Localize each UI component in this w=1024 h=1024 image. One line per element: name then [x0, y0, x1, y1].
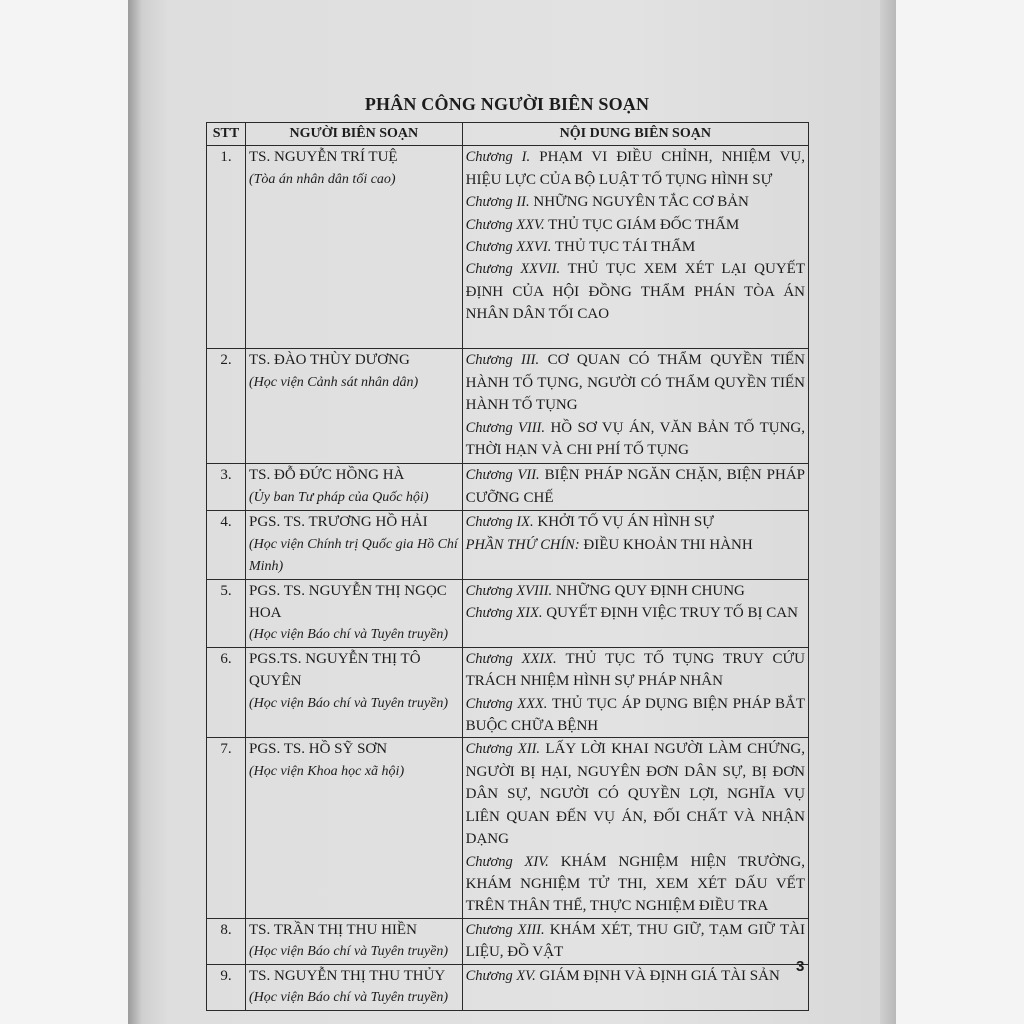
author-cell — [245, 738, 462, 918]
header-content: NỘI DUNG BIÊN SOẠN — [462, 123, 808, 146]
chapter-title: NHỮNG QUY ĐỊNH CHUNG — [555, 582, 745, 599]
content-cell — [462, 511, 808, 579]
chapter-label: Chương XXIX. — [465, 650, 557, 667]
chapter-label: Chương XXVII. — [465, 261, 561, 278]
author-cell — [245, 349, 462, 464]
row-stt: 1. — [207, 146, 246, 349]
chapter-label: Chương XIX. — [465, 605, 543, 622]
author-affiliation: (Học viện Báo chí và Tuyên truyền) — [248, 695, 449, 711]
header-stt: STT — [207, 123, 246, 146]
chapter-title: THỦ TỤC ÁP DỤNG BIỆN PHÁP BẮT BUỘC CHỮA BỆNH — [465, 695, 806, 735]
header-author: NGƯỜI BIÊN SOẠN — [245, 123, 462, 146]
author-name: PGS. TS. TRƯƠNG HỒ HẢI — [248, 514, 428, 531]
chapter-entry — [466, 511, 805, 533]
chapter-label: Chương II. — [465, 194, 530, 211]
chapter-entry — [466, 580, 805, 602]
table-row — [207, 349, 809, 464]
table-row — [207, 464, 809, 511]
chapter-entry — [466, 648, 805, 693]
chapter-label: Chương XXV. — [465, 216, 545, 233]
content-cell — [462, 146, 808, 349]
row-stt: 7. — [207, 738, 246, 918]
chapter-title: THỦ TỤC XEM XÉT LẠI QUYẾT ĐỊNH CỦA HỘI ĐỒNG THẨM PHÁN TÒA ÁN NHÂN DÂN TỐI CAO — [465, 261, 805, 323]
author-name: TS. TRẦN THỊ THU HIỀN — [248, 921, 417, 938]
chapter-label: Chương XXVI. — [465, 239, 552, 256]
table-row — [207, 964, 809, 1010]
chapter-title: THỦ TỤC TÁI THẨM — [554, 239, 696, 256]
author-name: TS. NGUYỄN TRÍ TUỆ — [248, 149, 398, 166]
chapter-entry — [466, 146, 805, 191]
table-row — [207, 738, 809, 918]
table-row — [207, 146, 809, 349]
chapter-entry — [466, 191, 805, 213]
author-cell — [245, 511, 462, 579]
table-row — [207, 579, 809, 647]
chapter-label: Chương XIII. — [465, 921, 545, 938]
chapter-entry — [466, 602, 805, 624]
chapter-title: THỦ TỤC GIÁM ĐỐC THẨM — [548, 216, 740, 233]
content-cell — [462, 349, 808, 464]
chapter-title: ĐIỀU KHOẢN THI HÀNH — [583, 536, 753, 553]
chapter-title: THỦ TỤC TỐ TỤNG TRUY CỨU TRÁCH NHIỆM HÌNH SỰ PHÁP NHÂN — [465, 650, 806, 690]
author-name: TS. NGUYỄN THỊ THU THỦY — [248, 967, 446, 984]
row-stt: 3. — [207, 464, 246, 511]
authors-table — [206, 122, 809, 1011]
content-cell — [462, 918, 808, 964]
author-affiliation: (Học viện Chính trị Quốc gia Hồ Chí Minh) — [248, 536, 458, 575]
chapter-title: HỒ SƠ VỤ ÁN, VĂN BẢN TỐ TỤNG, THỜI HẠN VÀ CHI PHÍ TỐ TỤNG — [465, 419, 805, 459]
row-stt: 4. — [207, 511, 246, 579]
content-cell — [462, 964, 808, 1010]
chapter-title: LẤY LỜI KHAI NGƯỜI LÀM CHỨNG, NGƯỜI BỊ HẠI, NGUYÊN ĐƠN DÂN SỰ, BỊ ĐƠN DÂN SỰ, NGƯỜI CÓ QUYỀN LỢI, NGHĨA VỤ LIÊN QUAN ĐẾN VỤ ÁN, ĐỐI CHẤT VÀ NHẬN DẠNG — [465, 741, 806, 848]
chapter-title: KHÁM XÉT, THU GIỮ, TẠM GIỮ TÀI LIỆU, ĐỒ VẬT — [465, 921, 805, 961]
content-cell — [462, 738, 808, 918]
row-stt: 2. — [207, 349, 246, 464]
chapter-title: NHỮNG NGUYÊN TẮC CƠ BẢN — [533, 194, 749, 211]
page-title: PHÂN CÔNG NGƯỜI BIÊN SOẠN — [364, 94, 650, 114]
author-affiliation: (Học viện Cảnh sát nhân dân) — [248, 374, 419, 390]
author-affiliation: (Học viện Báo chí và Tuyên truyền) — [248, 944, 449, 960]
row-stt: 6. — [207, 647, 246, 738]
chapter-entry — [466, 214, 805, 236]
chapter-entry — [466, 534, 805, 556]
author-name: PGS. TS. NGUYỄN THỊ NGỌC HOA — [248, 582, 447, 622]
chapter-label: Chương XXX. — [465, 695, 548, 712]
author-affiliation: (Ủy ban Tư pháp của Quốc hội) — [248, 489, 429, 505]
row-stt: 5. — [207, 579, 246, 647]
content-cell — [462, 579, 808, 647]
author-affiliation: (Học viện Báo chí và Tuyên truyền) — [248, 627, 449, 643]
author-cell — [245, 579, 462, 647]
chapter-entry — [466, 693, 805, 738]
row-stt: 8. — [207, 918, 246, 964]
chapter-label: Chương VII. — [465, 467, 540, 484]
author-cell — [245, 146, 462, 349]
author-name: TS. ĐÀO THÙY DƯƠNG — [248, 352, 410, 369]
chapter-label: Chương IX. — [465, 514, 534, 531]
row-stt: 9. — [207, 964, 246, 1010]
chapter-entry — [466, 851, 805, 918]
chapter-title: BIỆN PHÁP NGĂN CHẶN, BIỆN PHÁP CƯỠNG CHẾ — [465, 467, 805, 506]
chapter-entry — [466, 349, 805, 416]
chapter-label: Chương I. — [465, 149, 531, 166]
chapter-title: PHẠM VI ĐIỀU CHỈNH, NHIỆM VỤ, HIỆU LỰC CỦA BỘ LUẬT TỐ TỤNG HÌNH SỰ — [465, 149, 806, 188]
page-number: 3 — [796, 958, 805, 975]
chapter-label: Chương VIII. — [465, 419, 545, 436]
chapter-label: Chương XVIII. — [465, 582, 553, 599]
table-header — [207, 123, 809, 146]
table-row — [207, 918, 809, 964]
author-name: PGS. TS. HỒ SỸ SƠN — [248, 741, 388, 758]
chapter-title: KHỞI TỐ VỤ ÁN HÌNH SỰ — [537, 514, 714, 531]
chapter-entry — [466, 236, 805, 258]
chapter-title: GIÁM ĐỊNH VÀ ĐỊNH GIÁ TÀI SẢN — [539, 967, 780, 984]
chapter-label: Chương III. — [465, 352, 540, 369]
chapter-entry — [466, 464, 805, 509]
chapter-label: Chương XII. — [465, 741, 541, 758]
author-cell — [245, 464, 462, 511]
table-row — [207, 511, 809, 579]
chapter-entry — [466, 417, 805, 462]
chapter-entry — [466, 738, 805, 850]
author-name: PGS.TS. NGUYỄN THỊ TÔ QUYÊN — [248, 650, 421, 690]
chapter-entry — [466, 919, 805, 964]
chapter-title: KHÁM NGHIỆM HIỆN TRƯỜNG, KHÁM NGHIỆM TỬ THI, XEM XÉT DẤU VẾT TRÊN THÂN THỂ, THỰC NGHIỆM ĐIỀU TRA — [465, 853, 805, 915]
author-affiliation: (Học viện Khoa học xã hội) — [248, 763, 405, 779]
chapter-entry — [466, 258, 805, 325]
chapter-title: CƠ QUAN CÓ THẨM QUYỀN TIẾN HÀNH TỐ TỤNG, NGƯỜI CÓ THẨM QUYỀN TIẾN HÀNH TỐ TỤNG — [465, 352, 806, 414]
chapter-title: QUYẾT ĐỊNH VIỆC TRUY TỐ BỊ CAN — [546, 605, 798, 622]
content-cell — [462, 464, 808, 511]
chapter-entry — [466, 965, 805, 987]
chapter-label: PHẦN THỨ CHÍN: — [465, 536, 580, 553]
author-cell — [245, 964, 462, 1010]
author-affiliation: (Tòa án nhân dân tối cao) — [248, 171, 396, 187]
author-name: TS. ĐỖ ĐỨC HỒNG HÀ — [248, 467, 405, 484]
table-row — [207, 647, 809, 738]
author-cell — [245, 647, 462, 738]
author-cell — [245, 918, 462, 964]
page-edge — [880, 0, 896, 1024]
content-cell — [462, 647, 808, 738]
chapter-label: Chương XIV. — [465, 853, 549, 870]
chapter-label: Chương XV. — [465, 967, 536, 984]
author-affiliation: (Học viện Báo chí và Tuyên truyền) — [248, 990, 449, 1006]
